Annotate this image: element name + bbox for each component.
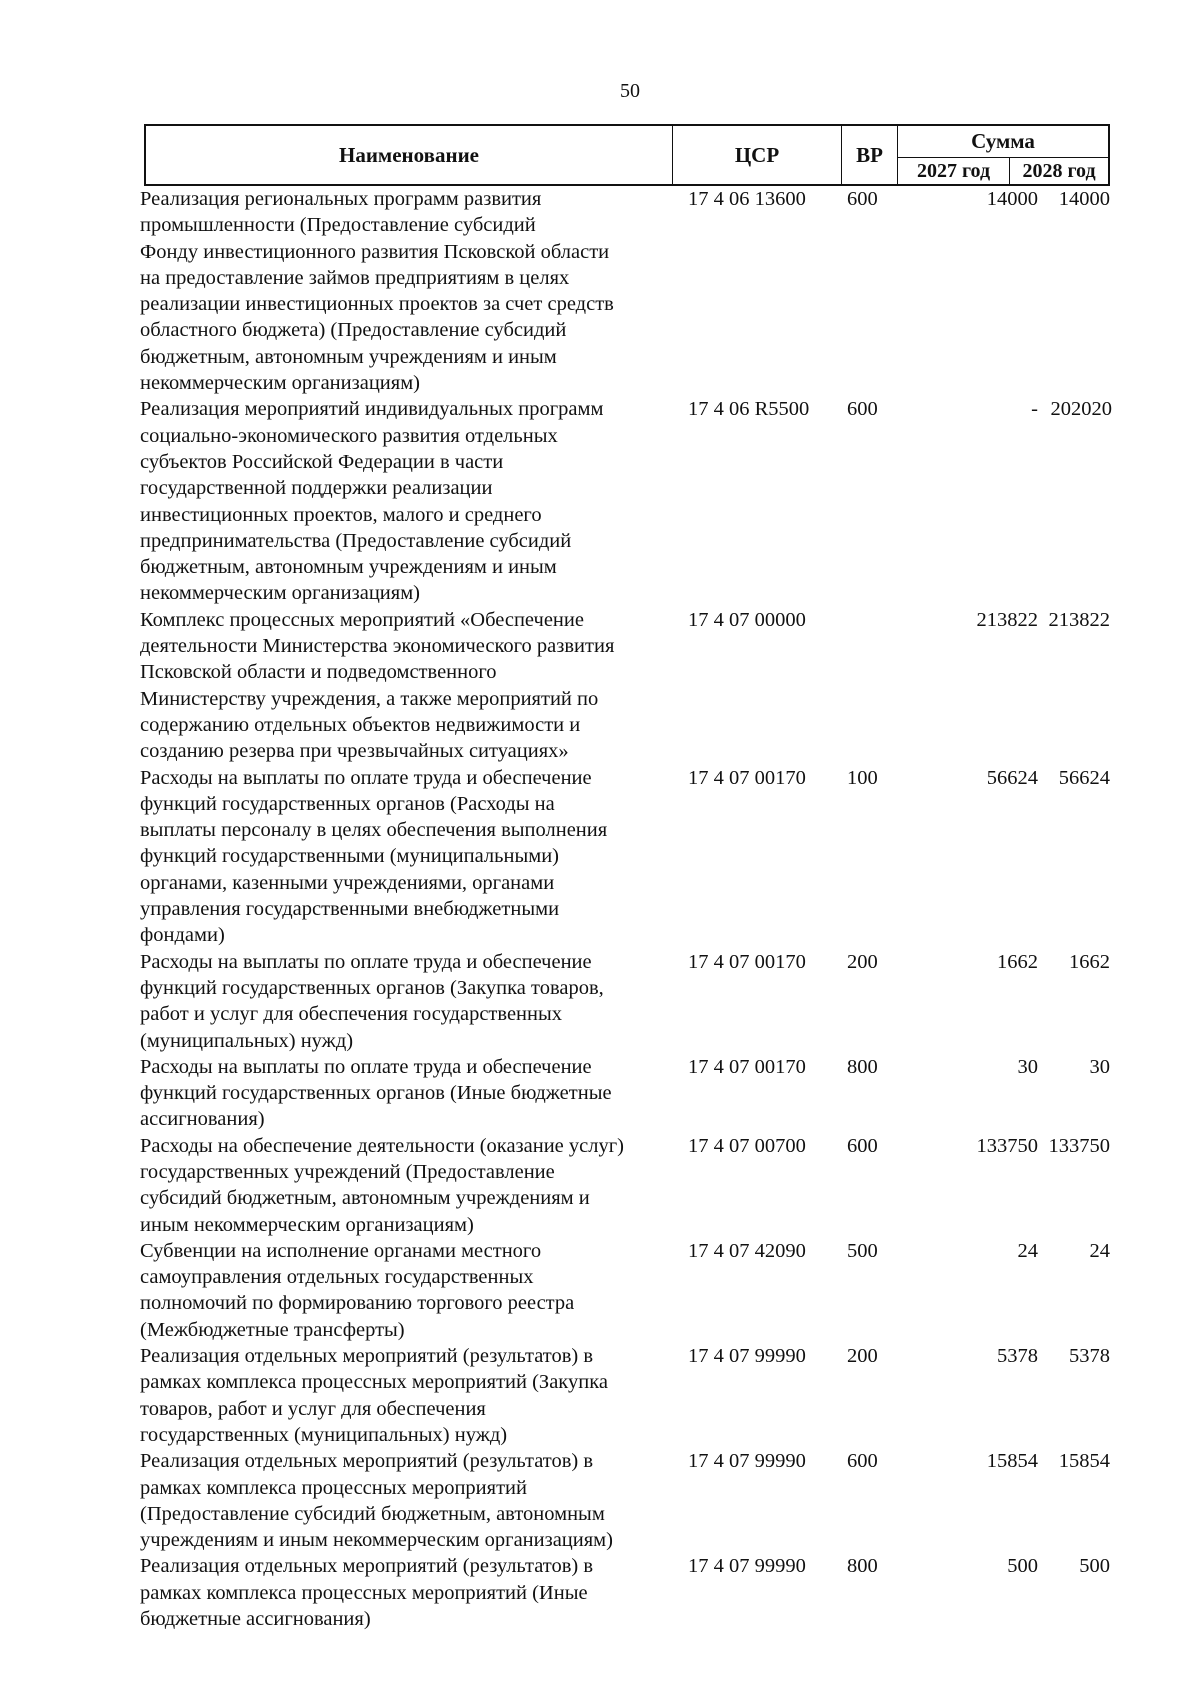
table-row — [140, 1553, 1110, 1632]
row-sum-2027: 1662 — [997, 950, 1038, 973]
row-csr: 17 4 06 R5500 — [688, 398, 810, 421]
row-sum-2028: 133750 — [1048, 1134, 1110, 1157]
row-name: Реализация отдельных мероприятий (результатов) в рамках комплекса процессных мероприятий (Закупка товаров, работ и услуг для обеспечения государственных (муниципальных) нужд) — [140, 1345, 608, 1446]
row-csr: 17 4 07 00170 — [688, 1055, 806, 1078]
row-name: Реализация мероприятий индивидуальных программ социально-экономического развития отдельных субъектов Российской Федерации в части государственной поддержки реализации инвестиционных проектов, малого и среднего предпринимательства (Предоставление субсидий бюджетным, автономным учреждениям и иным некоммерческим организациям) — [140, 398, 604, 605]
row-sum-2027: 24 — [1017, 1239, 1038, 1262]
table-row — [140, 1133, 1110, 1238]
table-body — [140, 186, 1110, 1632]
row-csr: 17 4 07 99990 — [688, 1345, 806, 1368]
row-name: Комплекс процессных мероприятий «Обеспечение деятельности Министерства экономического развития Псковской области и подведомственного Министерству учреждения, а также мероприятий по содержанию отдельных объектов недвижимости и созданию резерва при чрезвычайных ситуациях» — [140, 608, 615, 763]
row-sum-2028: 213822 — [1048, 608, 1110, 631]
row-csr: 17 4 07 42090 — [688, 1239, 806, 1262]
table-header — [144, 124, 1110, 186]
table-row — [140, 396, 1110, 606]
table-row — [140, 949, 1110, 1054]
row-csr: 17 4 07 99990 — [688, 1450, 806, 1473]
row-vr: 500 — [847, 1239, 878, 1262]
row-vr: 600 — [847, 188, 878, 210]
row-name: Расходы на выплаты по оплате труда и обеспечение функций государственных органов (Расходы на выплаты персоналу в целях обеспечения выполнения функций государственными (муниципальными) органами, казенными учреждениями, органами управления государственными внебюджетными фондами) — [140, 766, 608, 947]
row-sum-2028: 14000 — [1058, 188, 1110, 210]
header-csr: ЦСР — [673, 126, 842, 184]
row-name: Расходы на выплаты по оплате труда и обеспечение функций государственных органов (Закупка товаров, работ и услуг для обеспечения государственных (муниципальных) нужд) — [140, 950, 604, 1052]
row-vr: 100 — [847, 766, 878, 789]
row-name: Субвенции на исполнение органами местного самоуправления отдельных государственных полномочий по формированию торгового реестра (Межбюджетные трансферты) — [140, 1239, 575, 1341]
row-sum-2027: 5378 — [997, 1345, 1038, 1368]
row-csr: 17 4 07 00700 — [688, 1134, 806, 1157]
row-sum-2027: - — [1031, 398, 1038, 421]
row-sum-2027: 133750 — [976, 1134, 1038, 1157]
table-row — [140, 1448, 1110, 1553]
row-vr: 600 — [847, 1134, 878, 1157]
row-name: Расходы на обеспечение деятельности (оказание услуг) государственных учреждений (Предоставление субсидий бюджетным, автономным учреждениям и иным некоммерческим организациям) — [140, 1134, 624, 1236]
row-sum-2028: 15854 — [1058, 1450, 1110, 1473]
row-sum-2027: 30 — [1017, 1055, 1038, 1078]
row-name: Реализация отдельных мероприятий (результатов) в рамках комплекса процессных мероприятий (Предоставление субсидий бюджетным, автономным учреждениям и иным некоммерческим организациям) — [140, 1450, 613, 1552]
table-row — [140, 607, 1110, 765]
row-name: Расходы на выплаты по оплате труда и обеспечение функций государственных органов (Иные бюджетные ассигнования) — [140, 1055, 612, 1131]
table-row — [140, 765, 1110, 949]
row-sum-2028: 500 — [1079, 1555, 1110, 1578]
row-sum-2028: 56624 — [1058, 766, 1110, 789]
row-sum-2028: 1662 — [1069, 950, 1110, 973]
row-csr: 17 4 07 99990 — [688, 1555, 806, 1578]
row-csr: 17 4 07 00000 — [688, 608, 806, 631]
row-vr: 600 — [847, 1450, 878, 1473]
row-sum-2028: 24 — [1089, 1239, 1110, 1262]
row-sum-2027: 213822 — [976, 608, 1038, 631]
row-csr: 17 4 06 13600 — [688, 188, 806, 210]
header-year-2028: 2028 год — [1022, 159, 1096, 182]
table-row — [140, 1054, 1110, 1133]
row-sum-2028: 30 — [1089, 1055, 1110, 1078]
table-row — [140, 1238, 1110, 1343]
row-csr: 17 4 07 00170 — [688, 950, 806, 973]
row-vr: 800 — [847, 1555, 878, 1578]
header-vr: ВР — [842, 126, 898, 184]
page-number: 50 — [620, 80, 640, 102]
row-csr: 17 4 07 00170 — [688, 766, 806, 789]
row-name: Реализация региональных программ развития промышленности (Предоставление субсидий Фонду инвестиционного развития Псковской области на предоставление займов предприятиям в целях реализации инвестиционных проектов за счет средств областного бюджета) (Предоставление субсидий бюджетным, автономным учреждениям и иным некоммерческим организациям) — [140, 188, 614, 395]
row-name: Реализация отдельных мероприятий (результатов) в рамках комплекса процессных мероприятий (Иные бюджетные ассигнования) — [140, 1555, 594, 1631]
header-sum: Сумма — [898, 126, 1108, 158]
row-vr: 200 — [847, 1345, 878, 1368]
row-vr: 200 — [847, 950, 878, 973]
row-sum-2028: 202020 — [1050, 398, 1112, 421]
table-row — [140, 1343, 1110, 1448]
row-vr: 800 — [847, 1055, 878, 1078]
row-sum-2027: 56624 — [986, 766, 1038, 789]
row-vr: 600 — [847, 398, 878, 421]
table-row — [140, 186, 1110, 396]
row-sum-2027: 500 — [1007, 1555, 1038, 1578]
row-sum-2027: 14000 — [986, 188, 1038, 210]
row-sum-2027: 15854 — [986, 1450, 1038, 1473]
header-year-2027: 2027 год — [898, 158, 1010, 184]
row-sum-2028: 5378 — [1069, 1345, 1110, 1368]
header-name: Наименование — [146, 126, 673, 184]
